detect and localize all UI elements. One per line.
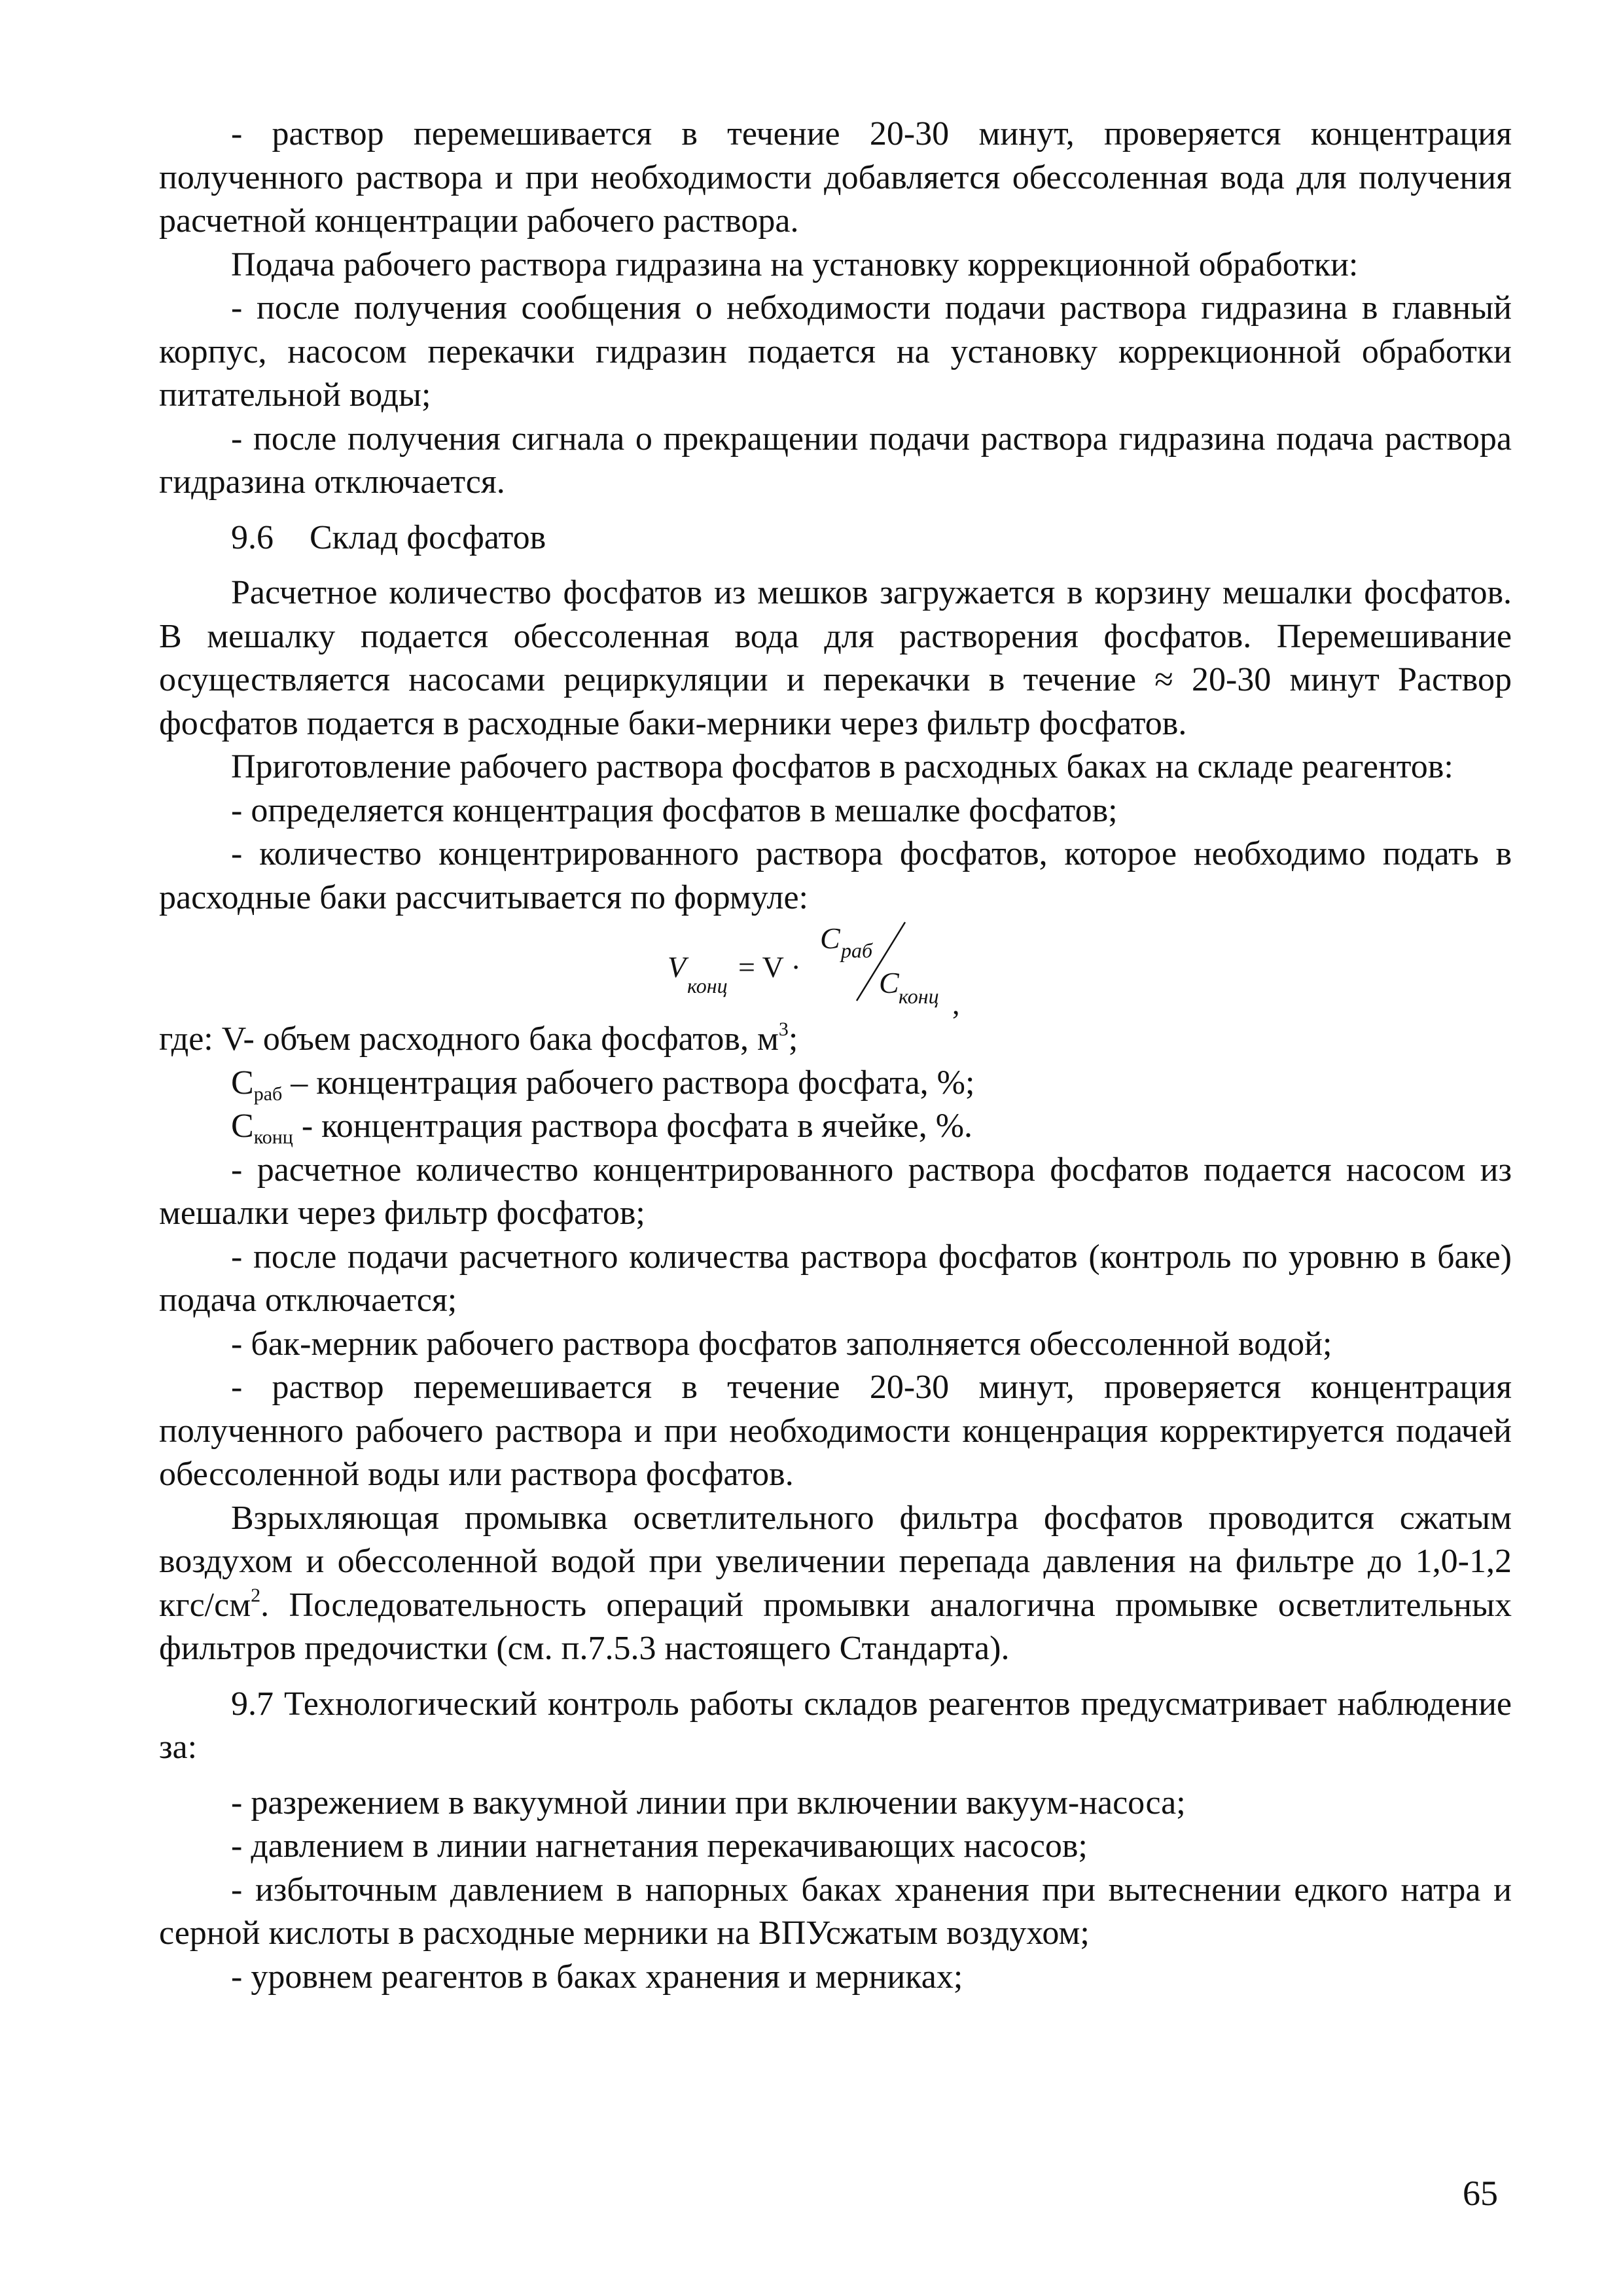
formula-lhs: V	[668, 950, 687, 984]
section-heading-9-7: 9.7 Технологический контроль работы складов реагентов предусматривает наблюдение за:	[159, 1685, 1512, 1766]
list-item: - определяется концентрация фосфатов в мешалке фосфатов;	[231, 791, 1118, 829]
paragraph: Приготовление рабочего раствора фосфатов в расходных баках на складе реагентов:	[231, 748, 1454, 785]
formula-denominator-subscript: конц	[899, 984, 939, 1008]
paragraph: - раствор перемешивается в течение 20-30 минут, проверяется концентрация полученного раствора и при необходимости добавляется обессоленная вода для получения расчетной концентрации рабочего раствора.	[159, 115, 1512, 240]
legend-c-rab: $С_{раб}$ – концентрация рабочего раствора фосфата, %;	[231, 1064, 975, 1105]
section-number: 9.6	[231, 518, 274, 556]
formula-lhs-subscript: конц	[687, 974, 728, 997]
page-number: 65	[1463, 2174, 1498, 2213]
paragraph: Взрыхляющая промывка осветлительного фильтра фосфатов проводится сжатым воздухом и обессоленной водой при увеличении перепада давления на фильтре до 1,0-1,2 кгс/$см^2$. Последовательность операций промывки аналогична промывке осветлительных фильтров предочистки (см. п.7.5.3 настоящего Стандарта).	[159, 1499, 1512, 1667]
formula-numerator-subscript: раб	[841, 939, 873, 962]
list-item: - уровнем реагентов в баках хранения и мерниках;	[231, 1958, 963, 1996]
formula-denominator: C	[879, 966, 899, 999]
formula-numerator: C	[820, 922, 840, 955]
section-title: Склад фосфатов	[310, 518, 546, 556]
list-item: - расчетное количество концентрированного раствора фосфатов подается насосом из мешалки через фильтр фосфатов;	[159, 1151, 1512, 1232]
list-item: - раствор перемешивается в течение 20-30 минут, проверяется концентрация полученного рабочего раствора и при необходимости конценрация корректируется подачей обессоленной воды или раствора фосфатов.	[159, 1369, 1512, 1493]
list-item: - давлением в линии нагнетания перекачивающих насосов;	[231, 1827, 1088, 1865]
paragraph: Подача рабочего раствора гидразина на установку коррекционной обработки:	[231, 245, 1359, 283]
section-heading-9-6	[159, 516, 1512, 560]
list-item: - количество концентрированного раствора фосфатов, которое необходимо подать в расходные баки рассчитывается по формуле:	[159, 835, 1512, 916]
paragraph: Расчетное количество фосфатов из мешков загружается в корзину мешалки фосфатов. В мешалку подается обессоленная вода для растворения фосфатов. Перемешивание осуществляется насосами рециркуляции и перекачки в течение ≈ 20-30 минут Раствор фосфатов подается в расходные баки-мерники через фильтр фосфатов.	[159, 574, 1512, 742]
list-item: - разрежением в вакуумной линии при включении вакуум-насоса;	[231, 1784, 1186, 1821]
formula-comma: ,	[952, 987, 960, 1020]
list-item: - после подачи расчетного количества раствора фосфатов (контроль по уровню в баке) подача отключается;	[159, 1238, 1512, 1319]
page-body	[159, 113, 1512, 1999]
legend-c-konc: $С_{конц}$ - концентрация раствора фосфата в ячейке, %.	[231, 1107, 973, 1148]
paragraph: - после получения сигнала о прекращении подачи раствора гидразина подача раствора гидразина отключается.	[159, 420, 1512, 501]
formula	[159, 920, 1512, 1018]
paragraph: - после получения сообщения о небходимости подачи раствора гидразина в главный корпус, насосом перекачки гидразин подается на установку коррекционной обработки питательной воды;	[159, 289, 1512, 414]
list-item: - бак-мерник рабочего раствора фосфатов заполняется обессоленной водой;	[231, 1325, 1332, 1363]
formula-equals: = V ·	[738, 950, 801, 984]
list-item: - избыточным давлением в напорных баках хранения при вытеснении едкого натра и серной кислоты в расходные мерники на ВПУсжатым воздухом;	[159, 1871, 1512, 1952]
legend-v: где: V- объем расходного бака фосфатов, $м^3$;	[159, 1018, 798, 1058]
